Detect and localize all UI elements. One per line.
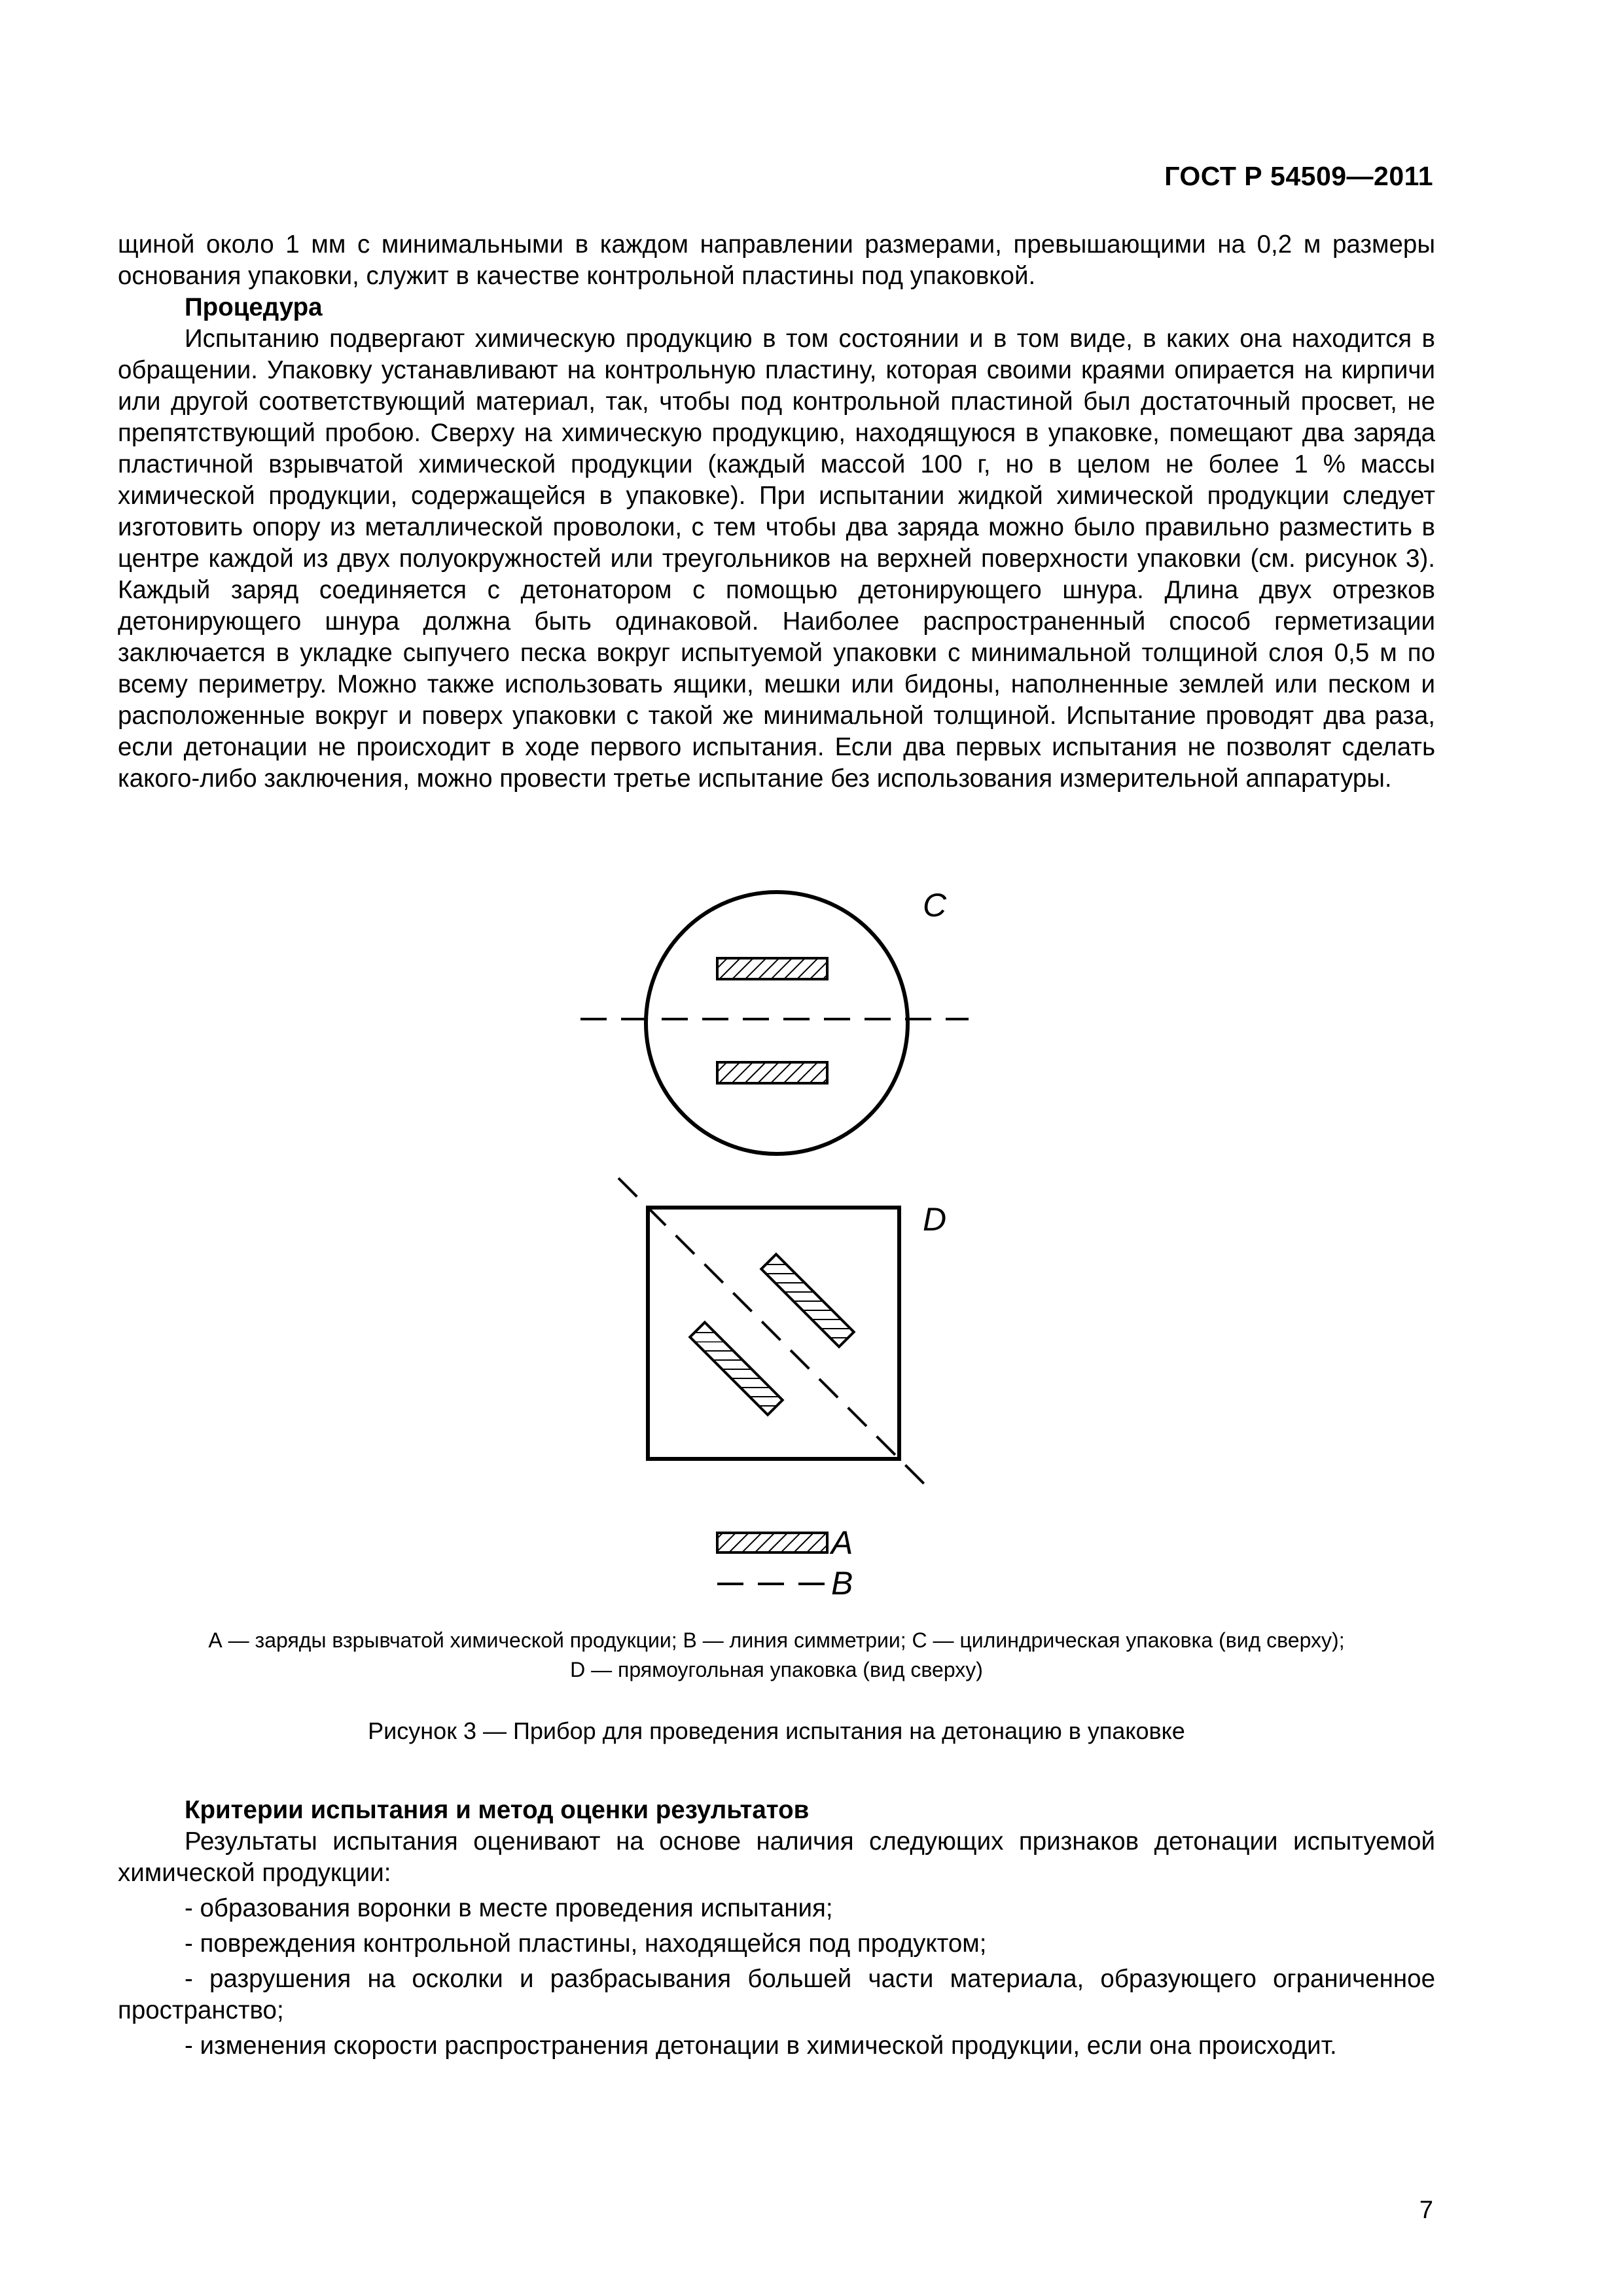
legend-caption-line-1: А — заряды взрывчатой химической продукции; В — линия симметрии; С — цилиндрическая упаковка (вид сверху); [208,1628,1345,1652]
legend-caption-line-2: D — прямоугольная упаковка (вид сверху) [570,1658,983,1681]
cylindrical-package [580,887,969,1154]
criteria-intro: Результаты испытания оценивают на основе наличия следующих признаков детонации испытуемой химической продукции: [118,1827,1435,1887]
legend-charge-swatch [717,1533,827,1552]
intro-paragraph: щиной около 1 мм с минимальными в каждом направлении размерами, превышающими на 0,2 м размеры основания упаковки, служит в качестве контрольной пластины под упаковкой. [118,230,1435,290]
charge-lower [717,1062,827,1083]
figure-legend-caption [118,1626,1435,1685]
criteria-heading: Критерии испытания и метод оценки результатов [185,1796,810,1824]
page-number: 7 [1419,2197,1433,2224]
criteria-item: - повреждения контрольной пластины, находящейся под продуктом; [185,1929,987,1958]
rectangular-package [618,1178,946,1486]
charge-left [690,1322,782,1414]
label-c: C [923,887,947,924]
figure-legend [717,1524,853,1602]
package-circle [646,892,908,1154]
criteria-section [118,1795,1435,2066]
charge-right [761,1254,853,1346]
label-d: D [923,1201,947,1238]
criteria-item: - разрушения на осколки и разбрасывания большей части материала, образующего ограниченное пространство; [118,1965,1435,2024]
criteria-item: - изменения скорости распространения детонации в химической продукции, если она происходит. [185,2032,1337,2060]
charge-upper [717,958,827,979]
figure-title: Рисунок 3 — Прибор для проведения испытания на детонацию в упаковке [368,1717,1185,1744]
legend-b-label: B [831,1565,853,1602]
procedure-paragraph: Испытанию подвергают химическую продукцию в том состоянии и в том виде, в каких она находится в обращении. Упаковку устанавливают на контрольную пластину, которая своими краями опирается на кирпичи или другой соответствующий материал, так, чтобы под контрольной пластиной был достаточный просвет, не препятствующий пробою. Сверху на химическую продукцию, находящуюся в упаковке, помещают два заряда пластичной взрывчатой химической продукции (каждый массой 100 г, но в целом не более 1 % массы химической продукции, содержащейся в упаковке). При испытании жидкой химической продукции следует изготовить опору из металлической проволоки, с тем чтобы два заряда можно было правильно разместить в центре каждой из двух полуокружностей или треугольников на верхней поверхности упаковки (см. рисунок 3). Каждый заряд соединяется с детонатором с помощью детонирующего шнура. Длина двух отрезков детонирующего шнура должна быть одинаковой. Наиболее распространенный способ герметизации заключается в укладке сыпучего песка вокруг испытуемой упаковки с минимальной толщиной слоя 0,5 м по всему периметру. Можно также использовать ящики, мешки или бидоны, наполненные землей или песком и расположенные вокруг и поверх упаковки с такой же минимальной толщиной. Испытание проводят два раза, если детонации не происходит в ходе первого испытания. Если два первых испытания не позволят сделать какого-либо заключения, можно провести третье испытание без использования измерительной аппаратуры. [118,325,1435,793]
document-code: ГОСТ Р 54509—2011 [1164,161,1433,191]
criteria-item: - образования воронки в месте проведения испытания; [185,1894,833,1922]
procedure-heading: Процедура [185,293,323,321]
symmetry-line-diagonal [618,1178,926,1486]
legend-a-label: A [831,1524,853,1561]
